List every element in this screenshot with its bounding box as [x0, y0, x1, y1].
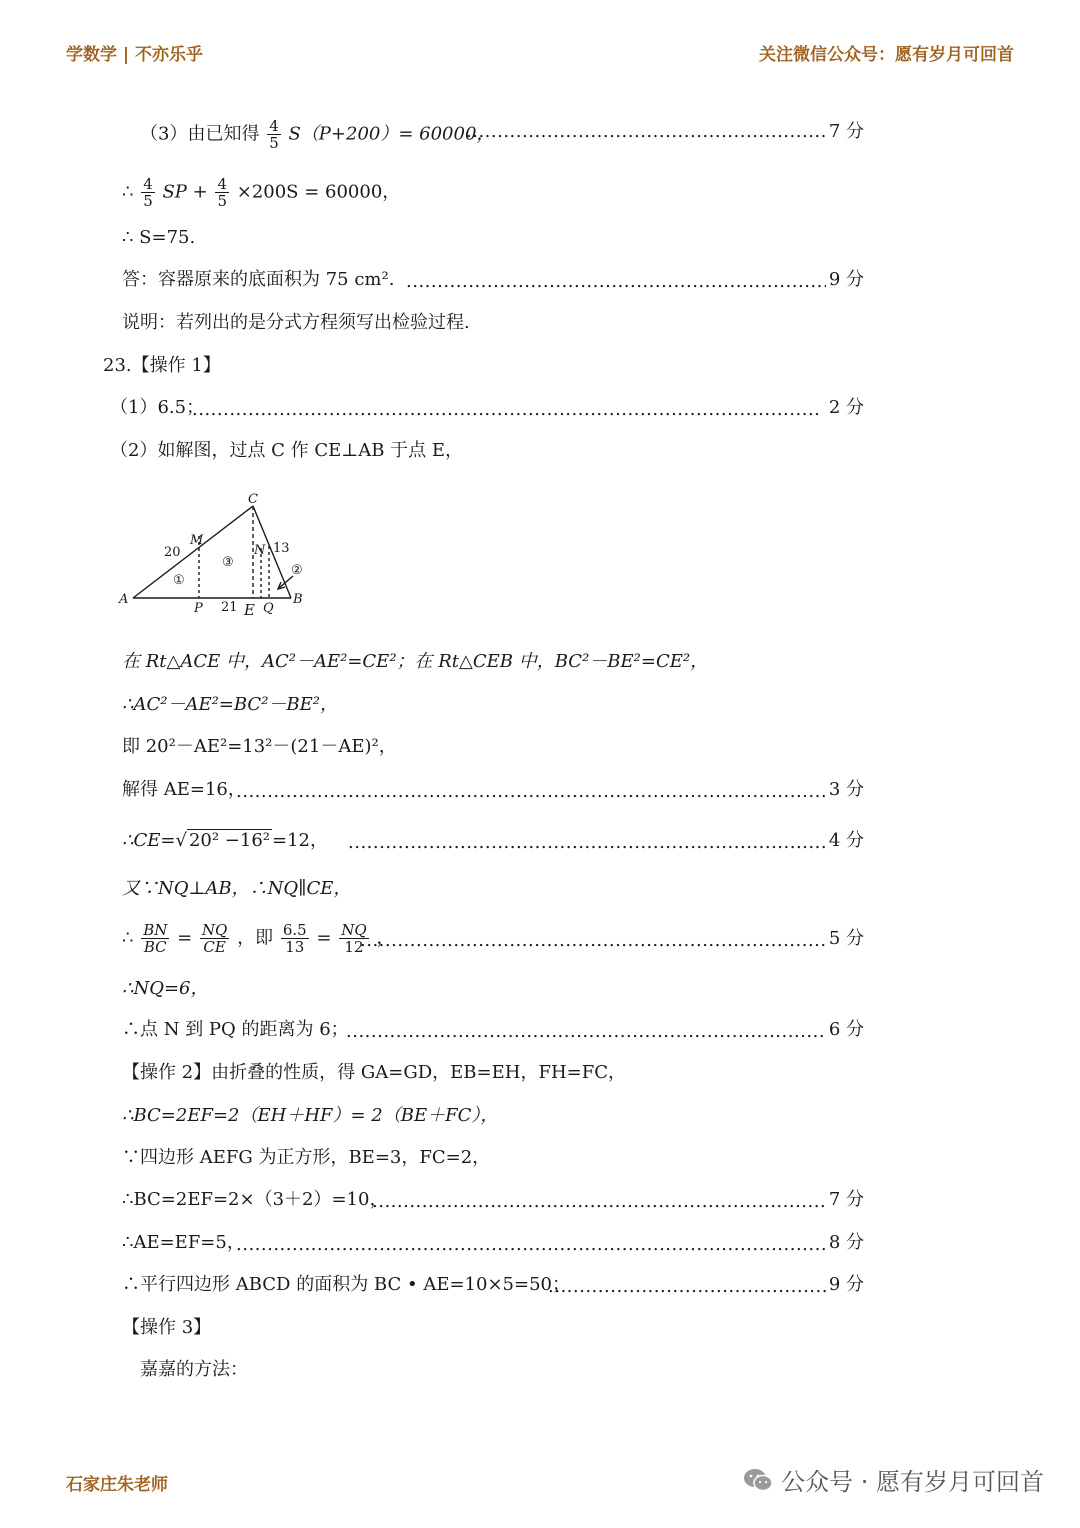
line-1-post: S（P+200）= 60000， [288, 123, 495, 145]
line-12: 解得 AE=16， [122, 779, 246, 800]
line-6: 23.【操作 1】 [103, 355, 221, 376]
footer-right [743, 1462, 1044, 1497]
line-25: 嘉嘉的方法： [140, 1359, 248, 1380]
line-24: 【操作 3】 [122, 1317, 212, 1338]
dot-leader [236, 1233, 826, 1257]
dot-leader [360, 929, 826, 953]
sqrt-icon: √ [175, 830, 187, 851]
score: 6 分 [828, 1019, 864, 1040]
line-2: ∴ $\frac{4}{5}$ SP + $\frac{4}{5}$ ×200S = 60000， [122, 175, 401, 210]
score: 5 分 [828, 928, 864, 949]
line-8: （2）如解图，过点 C 作 CE⊥AB 于点 E， [110, 440, 464, 461]
length-AB: 21 [221, 600, 238, 615]
dot-leader [548, 1275, 826, 1299]
score: 7 分 [828, 121, 864, 142]
line-9: 在 Rt△ACE 中，AC²－AE²=CE²；在 Rt△CEB 中，BC²－BE²=CE²， [122, 651, 709, 672]
line-13: ∴CE=√ 20² −16² =12， [122, 830, 328, 851]
line-16: ∴NQ=6， [122, 978, 209, 999]
line-11: 即 20²－AE²=13²－(21－AE)²， [122, 736, 397, 757]
header-right: 关注微信公众号：愿有岁月可回首 [759, 45, 1014, 65]
line-23: ∴平行四边形 ABCD 的面积为 BC • AE=10×5=50； [122, 1274, 570, 1295]
label-M: M [190, 533, 204, 548]
dot-leader [348, 831, 826, 855]
line-1 [140, 118, 494, 151]
label-Q: Q [263, 601, 274, 616]
label-C: C [248, 492, 258, 507]
wechat-icon [743, 1467, 773, 1493]
label-P: P [194, 601, 203, 616]
line-17: ∴点 N 到 PQ 的距离为 6； [122, 1019, 349, 1040]
dot-leader [372, 1190, 826, 1214]
triangle-figure [115, 488, 325, 623]
score: 3 分 [828, 779, 864, 800]
score: 7 分 [828, 1189, 864, 1210]
dot-leader [346, 1020, 826, 1044]
region-3: ③ [222, 555, 234, 570]
line-15: ∴ $\frac{BN}{BC}$ = $\frac{NQ}{CE}$ ，即 $\frac{6.5}{13}$ = $\frac{NQ}{12}$ ， [122, 921, 395, 956]
length-BC: 13 [273, 541, 290, 556]
line-4: 答：容器原来的底面积为 75 cm². [122, 269, 395, 290]
fraction-4-5: $\frac{4}{5}$ [269, 117, 279, 152]
label-A: A [119, 592, 129, 607]
line-5: 说明：若列出的是分式方程须写出检验过程. [122, 312, 470, 333]
length-AC: 20 [164, 545, 181, 560]
region-2: ② [291, 563, 303, 578]
score: 2 分 [828, 397, 864, 418]
line-3: ∴ S=75. [122, 227, 196, 248]
line-7: （1）6.5； [110, 397, 205, 418]
label-E: E [244, 601, 255, 619]
line-1-pre: （3）由已知得 [140, 123, 260, 145]
line-20: ∵四边形 AEFG 为正方形，BE=3，FC=2， [122, 1147, 491, 1168]
score: 9 分 [828, 269, 864, 290]
dot-leader [406, 270, 826, 294]
label-N: N [254, 543, 266, 558]
line-19: ∴BC=2EF=2（EH＋HF）= 2（BE＋FC）， [122, 1105, 499, 1126]
line-21: ∴BC=2EF=2×（3＋2）=10， [122, 1189, 388, 1210]
dot-leader [466, 120, 826, 144]
line-10: ∴AC²－AE²=BC²－BE²， [122, 694, 339, 715]
label-B: B [293, 592, 303, 607]
footer-left: 石家庄朱老师 [66, 1475, 168, 1495]
header-left: 学数学 | 不亦乐乎 [66, 45, 204, 65]
region-1: ① [173, 573, 185, 588]
line-18: 【操作 2】由折叠的性质，得 GA=GD，EB=EH，FH=FC， [122, 1062, 626, 1083]
line-22: ∴AE=EF=5， [122, 1232, 245, 1253]
score: 4 分 [828, 830, 864, 851]
score: 8 分 [828, 1232, 864, 1253]
dot-leader [192, 398, 822, 422]
fraction-4-5: $\frac{4}{5}$ [217, 175, 227, 210]
fraction-4-5: $\frac{4}{5}$ [143, 175, 153, 210]
side-AC [133, 506, 253, 598]
footer-account: 公众号 · 愿有岁月可回首 [781, 1468, 1044, 1496]
score: 9 分 [828, 1274, 864, 1295]
line-14: 又∵NQ⊥AB，∴NQ∥CE， [122, 878, 352, 899]
dot-leader [236, 780, 826, 804]
